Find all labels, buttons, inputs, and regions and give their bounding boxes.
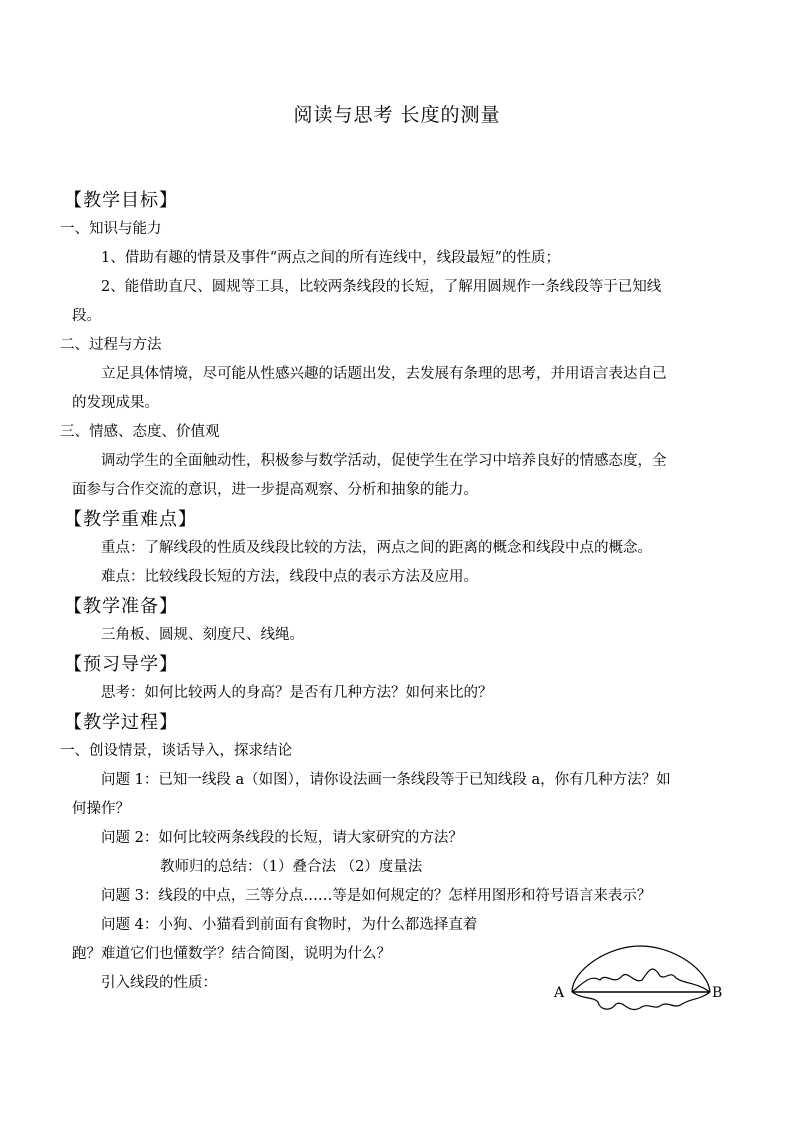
paragraph-cont: 面参与合作交流的意识，进一步提高观察、分析和抽象的能力。	[72, 482, 478, 498]
section-heading-preview: 【预习导学】	[64, 654, 178, 675]
paragraph: 2、能借助直尺、圆规等工具，比较两条线段的长短，了解用圆规作一条线段等于已知线	[101, 279, 662, 295]
paragraph-cont: 的发现成果。	[72, 395, 159, 411]
paragraph: 1、借助有趣的情景及事件“两点之间的所有连线中，线段最短”的性质；	[101, 250, 561, 266]
paragraph: 引入线段的性质：	[101, 975, 217, 991]
section-heading-process: 【教学过程】	[64, 712, 178, 733]
section-heading-goals: 【教学目标】	[64, 190, 178, 211]
lower-curve-path	[572, 992, 710, 1010]
point-a-label: A	[554, 985, 565, 1001]
upper-curve-path	[572, 969, 710, 992]
arc-path	[572, 946, 710, 992]
section-heading-prep: 【教学准备】	[64, 596, 178, 617]
subheading-intro: 一、创设情景，谈话导入，探求结论	[60, 743, 292, 759]
paths-figure	[548, 944, 728, 1024]
subheading-process: 二、过程与方法	[60, 337, 162, 353]
paragraph-cont: 段。	[72, 308, 101, 324]
subheading-knowledge: 一、知识与能力	[60, 221, 162, 237]
paragraph-cont: 跑？难道它们也懂数学？结合简图，说明为什么？	[72, 946, 391, 962]
paragraph-cont: 何操作？	[72, 801, 130, 817]
paragraph: 问题 4：小狗、小猫看到前面有食物时，为什么都选择直着	[101, 917, 478, 933]
paragraph: 难点：比较线段长短的方法，线段中点的表示方法及应用。	[101, 569, 478, 585]
paragraph: 问题 1：已知一线段 a（如图），请你设法画一条线段等于已知线段 a，你有几种方法？如	[101, 772, 671, 788]
paragraph: 重点：了解线段的性质及线段比较的方法，两点之间的距离的概念和线段中点的概念。	[101, 540, 652, 556]
content-block	[60, 186, 722, 998]
paragraph: 教师归的总结：（1）叠合法 （2）度量法	[160, 859, 423, 875]
section-heading-key: 【教学重难点】	[64, 509, 197, 530]
subheading-attitude: 三、情感、态度、价值观	[60, 424, 220, 440]
point-b-label: B	[712, 985, 723, 1001]
paragraph: 调动学生的全面触动性，积极参与数学活动，促使学生在学习中培养良好的情感态度，全	[101, 453, 667, 469]
paragraph: 问题 2：如何比较两条线段的长短，请大家研究的方法？	[101, 830, 463, 846]
page-title: 阅读与思考 长度的测量	[293, 104, 501, 126]
paragraph: 思考：如何比较两人的身高？是否有几种方法？如何来比的？	[101, 685, 493, 701]
paragraph: 立足具体情境，尽可能从性感兴趣的话题出发，去发展有条理的思考，并用语言表达自己	[101, 366, 667, 382]
paragraph: 问题 3：线段的中点，三等分点……等是如何规定的？怎样用图形和符号语言来表示？	[101, 888, 652, 904]
paragraph: 三角板、圆规、刻度尺、线绳。	[101, 627, 304, 643]
